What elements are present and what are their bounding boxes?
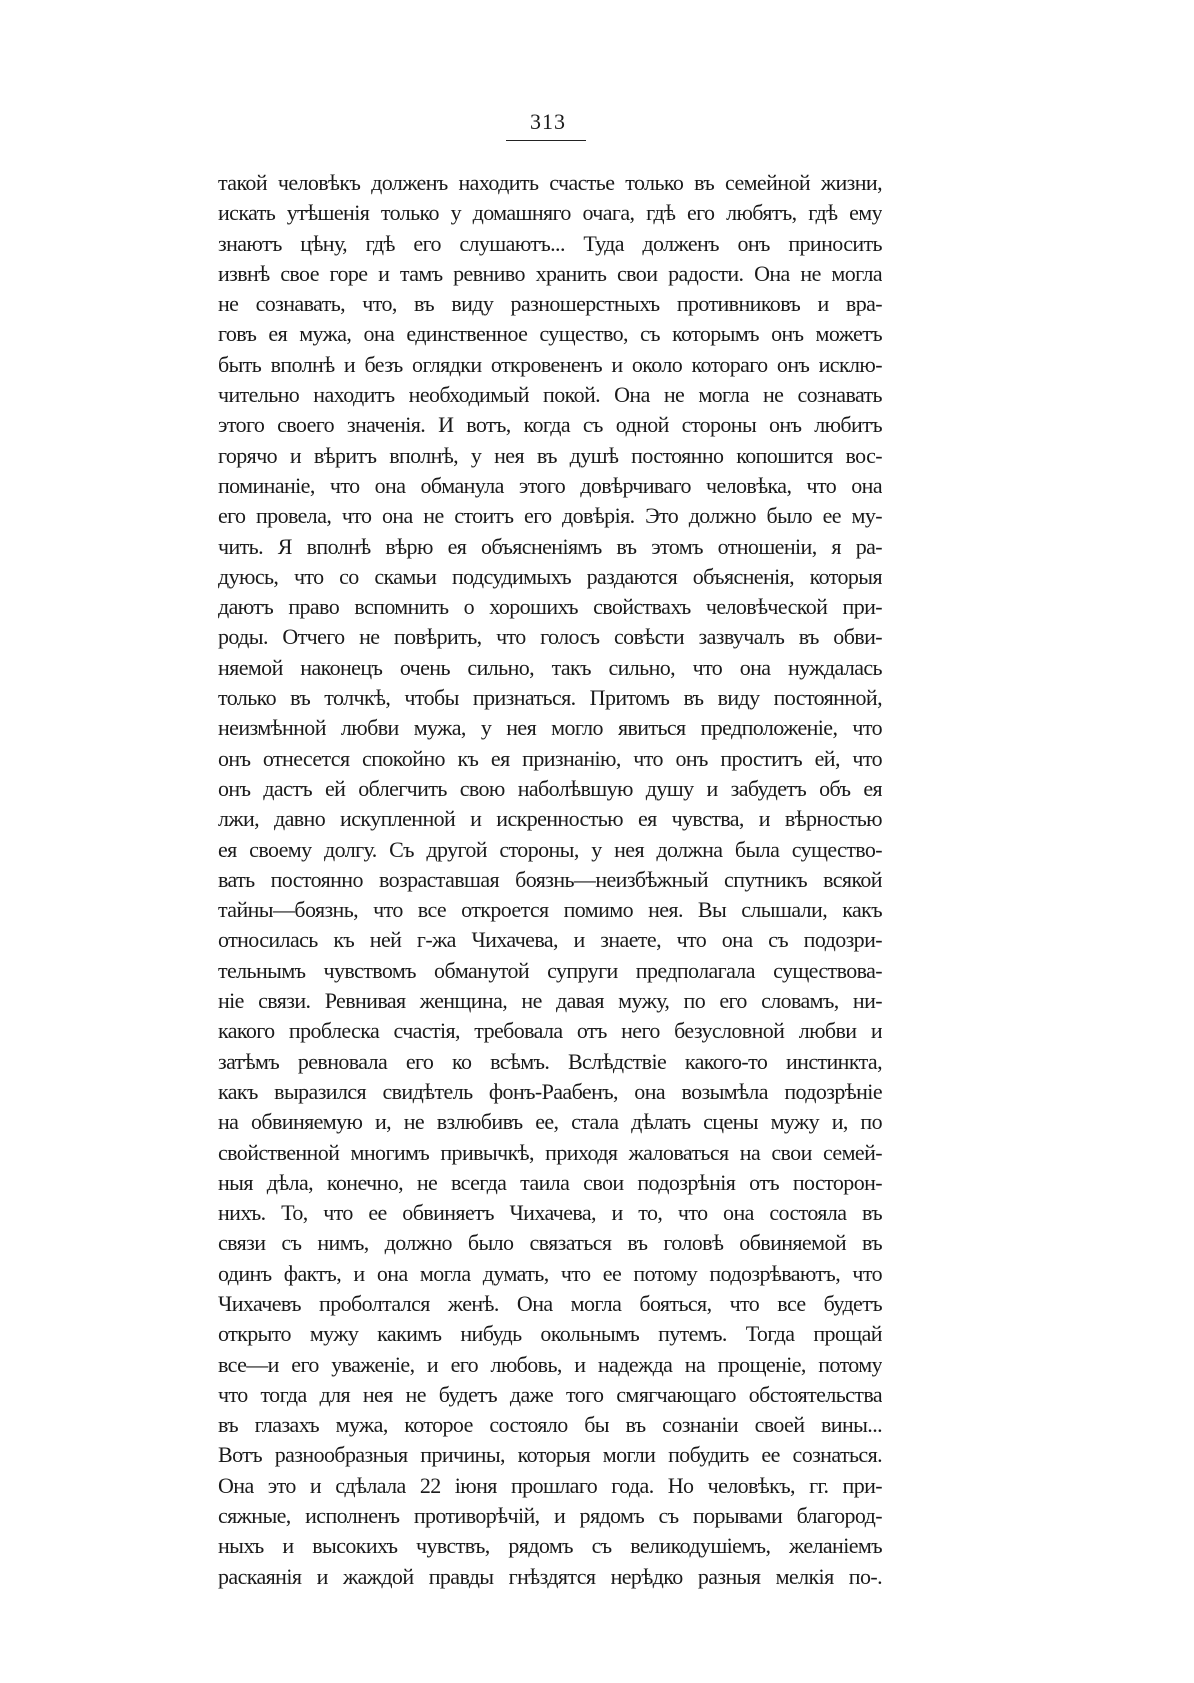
text-line: нихъ. То, что ее обвиняетъ Чихачева, и то, что она состояла въ: [218, 1200, 882, 1226]
text-line: горячо и вѣритъ вполнѣ, у нея въ душѣ постоянно копошится вос-: [218, 442, 882, 468]
text-line: сяжные, исполненъ противорѣчій, и рядомъ съ порывами благород-: [218, 1503, 882, 1529]
text-line: дуюсь, что со скамьи подсудимыхъ раздаются объясненія, которыя: [218, 563, 882, 589]
text-line: что тогда для нея не будетъ даже того смягчающаго обстоятельства: [218, 1381, 882, 1407]
text-line: Вотъ разнообразныя причины, которыя могли побудить ее сознаться.: [218, 1442, 882, 1468]
page-number: 313: [530, 109, 566, 134]
text-line: няемой наконецъ очень сильно, такъ сильно, что она нуждалась: [218, 654, 882, 680]
text-line: только въ толчкѣ, чтобы признаться. Притомъ въ виду постоянной,: [218, 685, 882, 711]
body-text: [218, 168, 882, 1592]
text-line: чить. Я вполнѣ вѣрю ея объясненіямъ въ этомъ отношеніи, я ра-: [218, 533, 882, 559]
text-line: его провела, что она не стоитъ его довѣрія. Это должно было ее му-: [218, 503, 882, 529]
text-line: затѣмъ ревновала его ко всѣмъ. Вслѣдствіе какого-то инстинкта,: [218, 1048, 882, 1074]
text-line: какого проблеска счастія, требовала отъ него безусловной любви и: [218, 1018, 882, 1044]
text-line: тельнымъ чувствомъ обманутой супруги предполагала существова-: [218, 957, 882, 983]
text-line: такой человѣкъ долженъ находить счастье только въ семейной жизни,: [218, 170, 882, 195]
text-line: одинъ фактъ, и она могла думать, что ее потому подозрѣваютъ, что: [218, 1260, 882, 1286]
text-line: онъ дастъ ей облегчить свою наболѣвшую душу и забудетъ объ ея: [218, 775, 882, 801]
text-line: поминаніе, что она обманула этого довѣрчиваго человѣка, что она: [218, 472, 882, 498]
text-line: ея своему долгу. Съ другой стороны, у нея должна была существо-: [218, 836, 882, 862]
text-line: свойственной многимъ привычкѣ, приходя жаловаться на свои семей-: [218, 1139, 882, 1165]
text-line: ныхъ и высокихъ чувствъ, рядомъ съ великодушіемъ, желаніемъ: [218, 1533, 882, 1559]
text-line: роды. Отчего не повѣрить, что голосъ совѣсти зазвучалъ въ обви-: [218, 624, 882, 650]
text-line: даютъ право вспомнить о хорошихъ свойствахъ человѣческой при-: [218, 594, 882, 620]
text-line: онъ отнесется спокойно къ ея признанію, что онъ проститъ ей, что: [218, 745, 882, 771]
text-line: въ глазахъ мужа, которое состояло бы въ сознаніи своей вины...: [218, 1412, 882, 1438]
text-line: этого своего значенія. И вотъ, когда съ одной стороны онъ любитъ: [218, 412, 882, 438]
text-line: неизмѣнной любви мужа, у нея могло явиться предположеніе, что: [218, 715, 882, 741]
text-line: какъ выразился свидѣтель фонъ-Раабенъ, она возымѣла подозрѣніе: [218, 1078, 882, 1104]
page-number-rule: [506, 140, 586, 141]
text-line: говъ ея мужа, она единственное существо, съ которымъ онъ можетъ: [218, 321, 882, 347]
text-line: Она это и сдѣлала 22 іюня прошлаго года. Но человѣкъ, гг. при-: [218, 1472, 882, 1498]
text-line: ныя дѣла, конечно, не всегда таила свои подозрѣнія отъ посторон-: [218, 1169, 882, 1195]
text-line: знаютъ цѣну, гдѣ его слушаютъ... Туда долженъ онъ приносить: [218, 230, 882, 256]
text-line: раскаянія и жаждой правды гнѣздятся нерѣдко разныя мелкія по-.: [218, 1563, 882, 1589]
text-line: связи съ нимъ, должно было связаться въ головѣ обвиняемой въ: [218, 1230, 882, 1256]
text-line: на обвиняемую и, не взлюбивъ ее, стала дѣлать сцены мужу и, по: [218, 1109, 882, 1135]
text-line: лжи, давно искупленной и искренностью ея чувства, и вѣрностью: [218, 806, 882, 832]
text-line: открыто мужу какимъ нибудь окольнымъ путемъ. Тогда прощай: [218, 1321, 882, 1347]
text-line: ніе связи. Ревнивая женщина, не давая мужу, по его словамъ, ни-: [218, 988, 882, 1014]
text-line: вать постоянно возраставшая боязнь—неизбѣжный спутникъ всякой: [218, 866, 882, 892]
text-line: Чихачевъ проболтался женѣ. Она могла бояться, что все будетъ: [218, 1290, 882, 1316]
text-line: относилась къ ней г-жа Чихачева, и знаете, что она съ подозри-: [218, 927, 882, 953]
text-line: извнѣ свое горе и тамъ ревниво хранить свои радости. Она не могла: [218, 260, 882, 286]
text-line: чительно находитъ необходимый покой. Она не могла не сознавать: [218, 382, 882, 408]
text-line: все—и его уваженіе, и его любовь, и надежда на прощеніе, потому: [218, 1351, 882, 1377]
text-line: тайны—боязнь, что все откроется помимо нея. Вы слышали, какъ: [218, 897, 882, 923]
text-line: быть вполнѣ и безъ оглядки откровененъ и около котораго онъ исклю-: [218, 351, 882, 377]
text-line: не сознавать, что, въ виду разношерстныхъ противниковъ и вра-: [218, 291, 882, 317]
text-line: искать утѣшенія только у домашняго очага, гдѣ его любятъ, гдѣ ему: [218, 200, 882, 226]
